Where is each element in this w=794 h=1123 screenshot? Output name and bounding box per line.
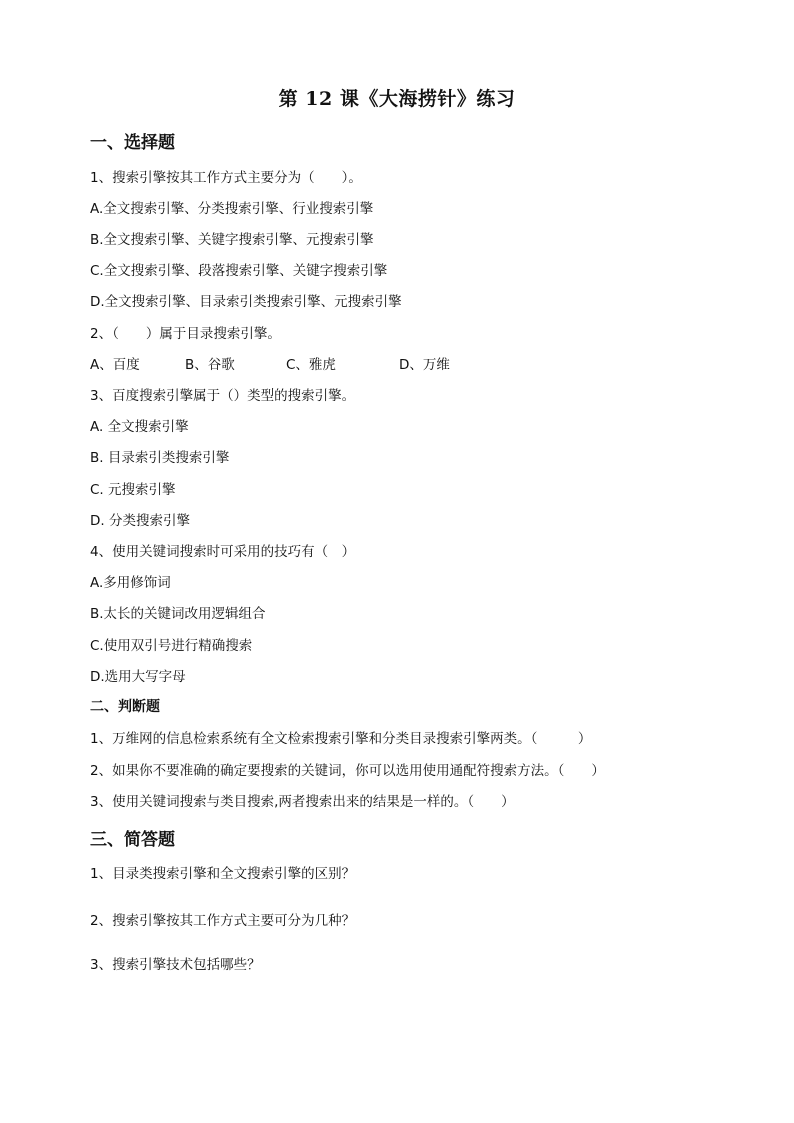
question-4-stem: 4、使用关键词搜索时可采用的技巧有（ ） xyxy=(90,544,356,560)
section-choice-heading: 一、选择题 xyxy=(90,133,175,153)
short-answer-2: 2、搜索引擎按其工作方式主要可分为几种？ xyxy=(90,913,356,929)
judge-3: 3、使用关键词搜索与类目搜索,两者搜索出来的结果是一样的。（ ） xyxy=(90,794,515,810)
judge-1: 1、万维网的信息检索系统有全文检索搜索引擎和分类目录搜索引擎两类。（ ） xyxy=(90,731,592,747)
question-2-option-a: A、百度 xyxy=(90,357,140,373)
question-1-option-d: D.全文搜索引擎、目录索引类搜索引擎、元搜索引擎 xyxy=(90,294,402,310)
question-3-option-b: B. 目录索引类搜索引擎 xyxy=(90,450,230,466)
short-answer-1: 1、目录类搜索引擎和全文搜索引擎的区别？ xyxy=(90,866,356,882)
judge-2: 2、如果你不要准确的确定要搜索的关键词，你可以选用使用通配符搜索方法。（ ） xyxy=(90,763,605,779)
question-1-option-a: A.全文搜索引擎、分类搜索引擎、行业搜索引擎 xyxy=(90,201,374,217)
question-1-option-c: C.全文搜索引擎、段落搜索引擎、关键字搜索引擎 xyxy=(90,263,388,279)
question-2-stem: 2、（ ）属于目录搜索引擎。 xyxy=(90,326,281,342)
question-2-option-d: D、万维 xyxy=(399,357,450,373)
question-3-stem: 3、百度搜索引擎属于（）类型的搜索引擎。 xyxy=(90,388,356,404)
question-4-option-b: B.太长的关键词改用逻辑组合 xyxy=(90,606,266,622)
question-4-option-c: C.使用双引号进行精确搜索 xyxy=(90,638,253,654)
short-answer-3: 3、搜索引擎技术包括哪些？ xyxy=(90,957,261,973)
section-judge-heading: 二、判断题 xyxy=(90,699,160,715)
question-3-option-a: A. 全文搜索引擎 xyxy=(90,419,189,435)
question-1-option-b: B.全文搜索引擎、关键字搜索引擎、元搜索引擎 xyxy=(90,232,374,248)
question-4-option-a: A.多用修饰词 xyxy=(90,575,171,591)
question-4-option-d: D.选用大写字母 xyxy=(90,669,186,685)
question-2-option-b: B、谷歌 xyxy=(185,357,235,373)
question-3-option-c: C. 元搜索引擎 xyxy=(90,482,176,498)
section-short-answer-heading: 三、简答题 xyxy=(90,830,175,850)
question-2-option-c: C、雅虎 xyxy=(286,357,336,373)
question-1-stem: 1、搜索引擎按其工作方式主要分为（ ）。 xyxy=(90,170,362,186)
question-3-option-d: D. 分类搜索引擎 xyxy=(90,513,190,529)
page-title: 第 12 课《大海捞针》练习 xyxy=(278,88,516,110)
